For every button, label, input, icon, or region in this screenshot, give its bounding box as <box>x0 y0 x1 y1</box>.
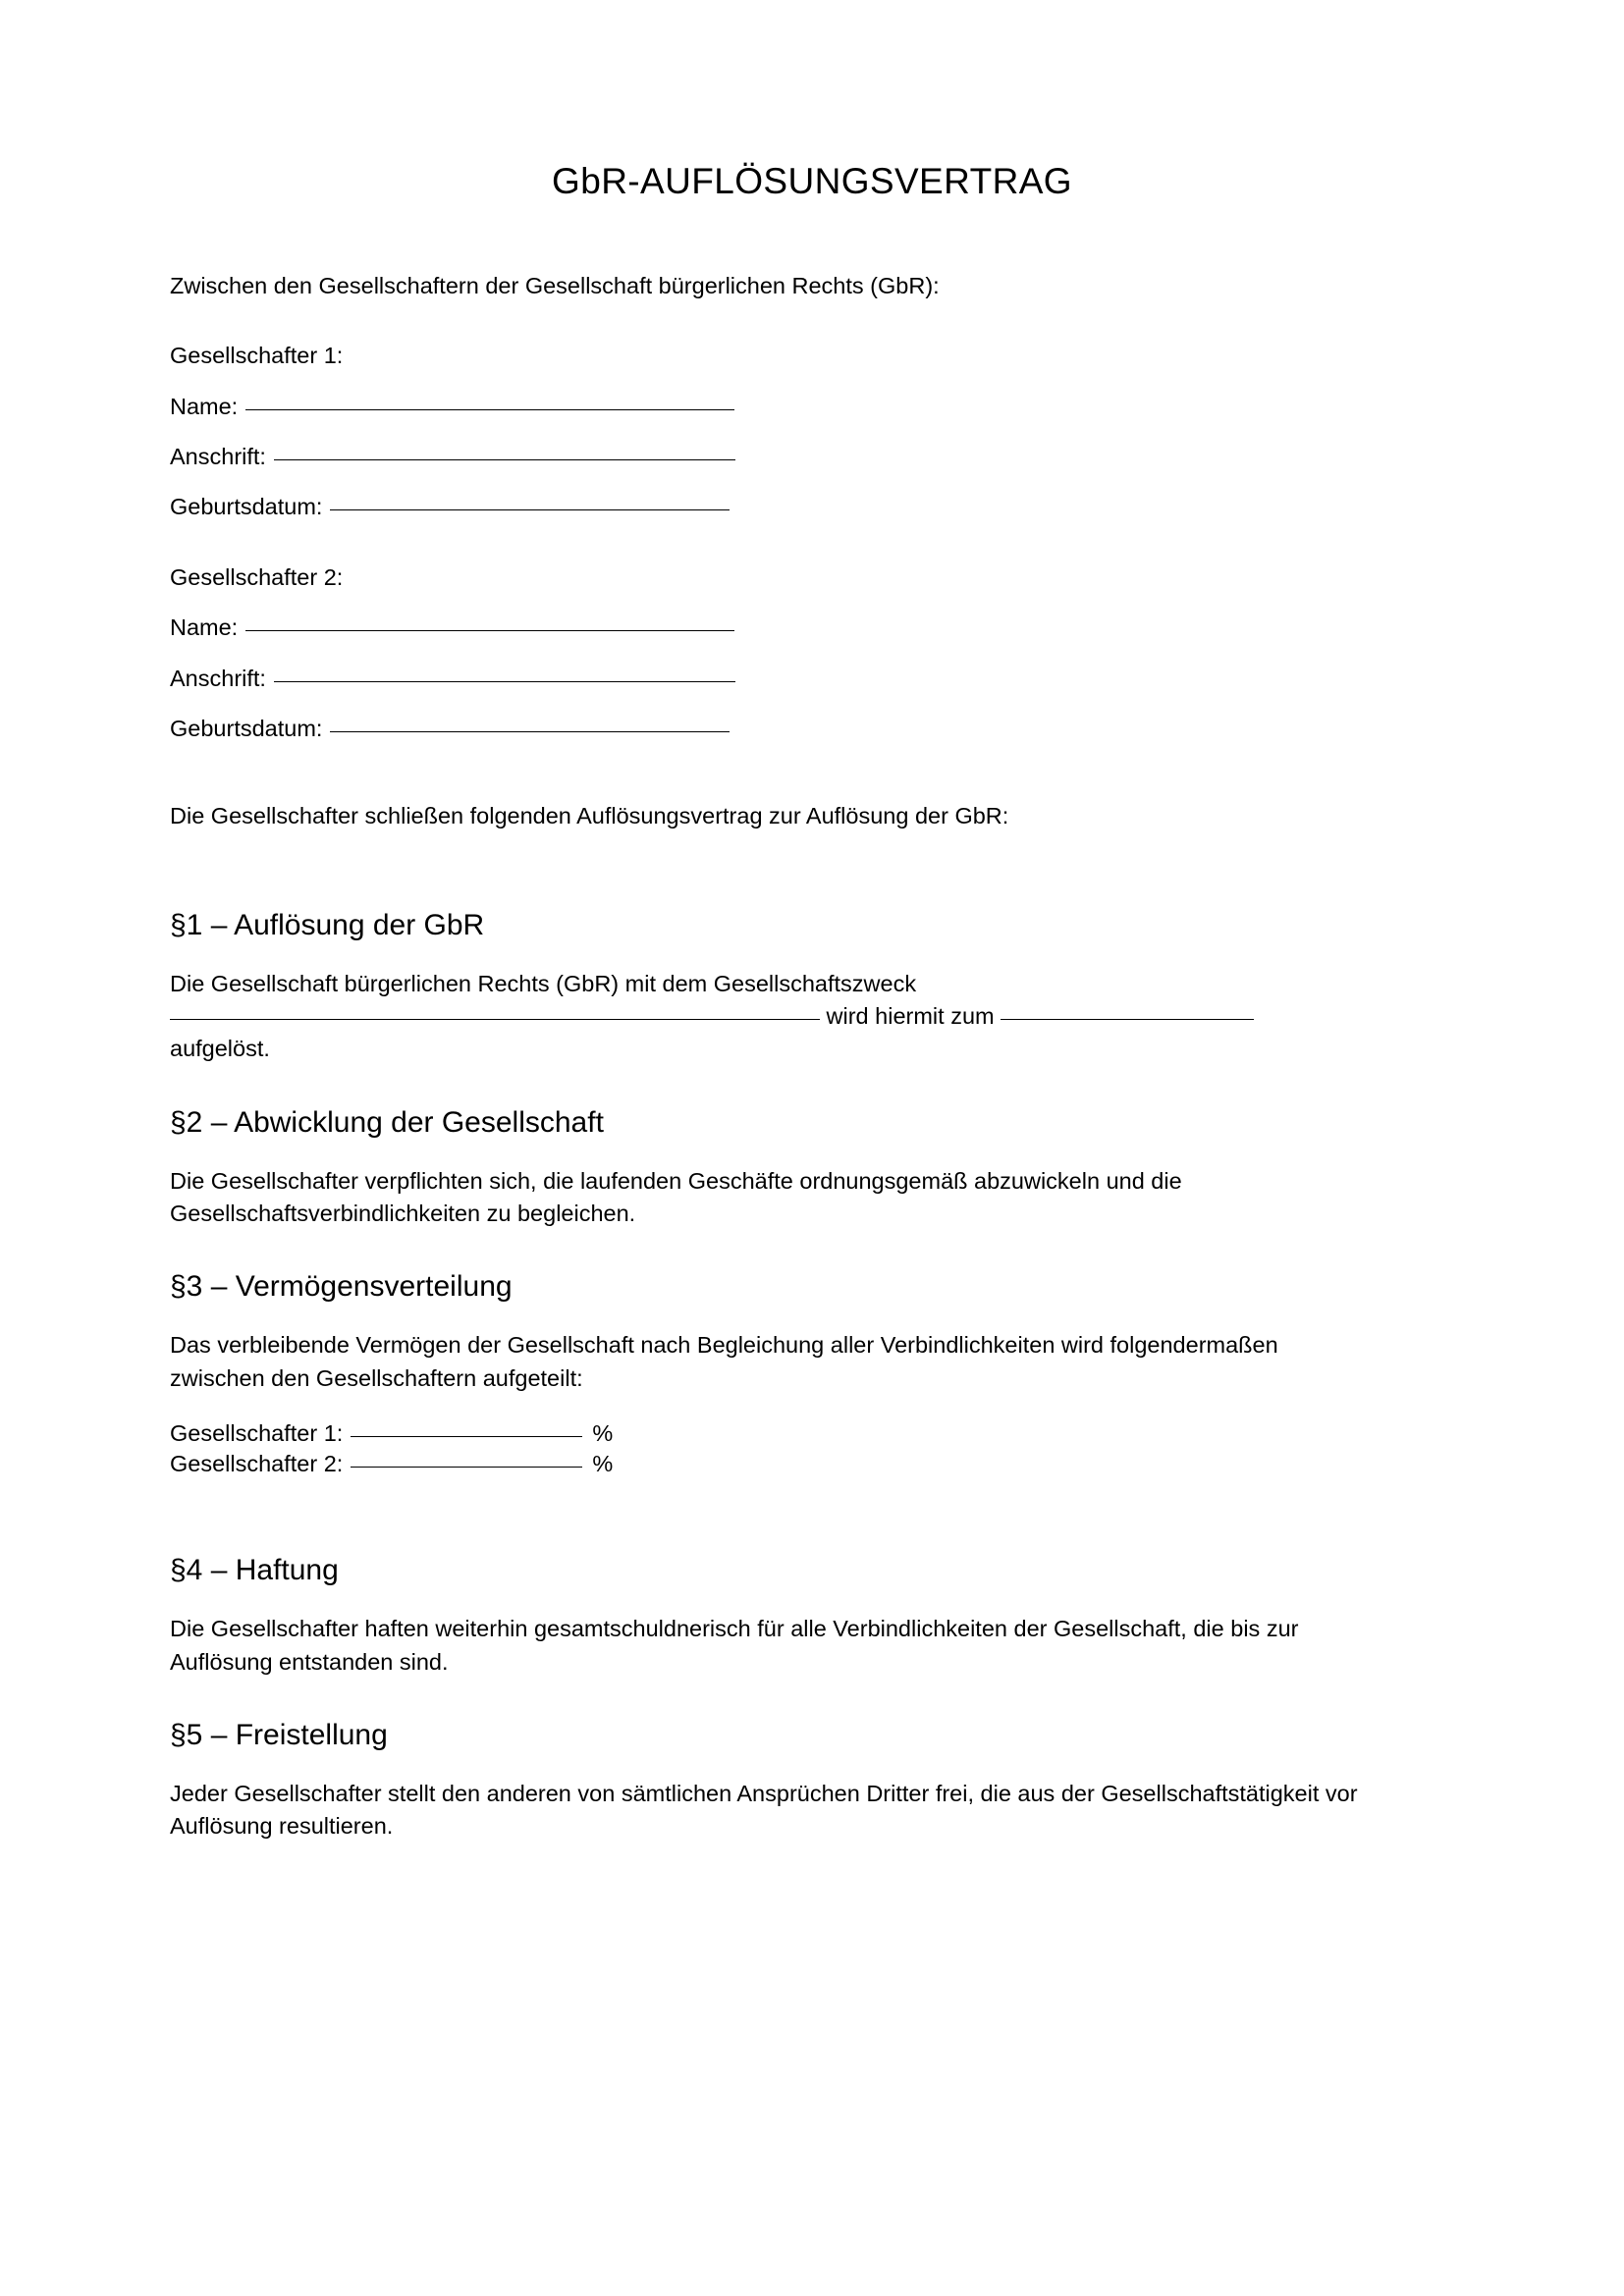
section-1-text-before: Die Gesellschaft bürgerlichen Rechts (GbR) mit dem Gesellschaftszweck <box>170 970 917 996</box>
party-2-heading: Gesellschafter 2: <box>170 563 344 590</box>
section-1-body <box>170 968 1376 1066</box>
party-block-2 <box>170 561 1376 745</box>
section-1-date-input[interactable] <box>1001 1019 1254 1020</box>
party-2-address-label: Anschrift: <box>170 665 266 691</box>
party-1-name-label: Name: <box>170 393 239 419</box>
party-1-address-row <box>170 441 1376 473</box>
section-1-purpose-input[interactable] <box>170 1019 820 1020</box>
allocation-2-input[interactable] <box>351 1467 582 1468</box>
party-2-birthdate-row <box>170 713 1376 745</box>
party-1-birthdate-label: Geburtsdatum: <box>170 494 323 520</box>
section-5-heading: §5 – Freistellung <box>170 1718 388 1751</box>
allocation-row-1 <box>170 1418 1376 1449</box>
party-2-birthdate-label: Geburtsdatum: <box>170 715 323 741</box>
allocation-2-label: Gesellschafter 2: <box>170 1450 344 1476</box>
document-body <box>170 270 1376 1843</box>
section-1-text-middle: wird hiermit zum <box>826 1002 995 1029</box>
section-2-heading: §2 – Abwicklung der Gesellschaft <box>170 1105 604 1139</box>
allocation-2-unit: % <box>592 1450 614 1476</box>
party-block-1 <box>170 340 1376 523</box>
party-1-birthdate-input[interactable] <box>330 509 730 510</box>
page-title: GbR-AUFLÖSUNGSVERTRAG <box>552 161 1072 201</box>
section-2-body: Die Gesellschafter verpflichten sich, die laufenden Geschäfte ordnungsgemäß abzuwickeln und die Gesellschaftsverbindlichkeiten zu begleichen. <box>170 1167 1182 1227</box>
party-2-name-input[interactable] <box>245 630 734 631</box>
agreement-statement: Die Gesellschafter schließen folgenden Auflösungsvertrag zur Auflösung der GbR: <box>170 803 1009 829</box>
party-1-name-row <box>170 391 1376 423</box>
section-3-body: Das verbleibende Vermögen der Gesellschaft nach Begleichung aller Verbindlichkeiten wird folgendermaßen zwischen den Gesellschaftern aufgeteilt: <box>170 1332 1278 1391</box>
party-2-name-row <box>170 612 1376 644</box>
party-1-birthdate-row <box>170 491 1376 523</box>
party-2-name-label: Name: <box>170 614 239 641</box>
section-3-heading: §3 – Vermögensverteilung <box>170 1270 513 1304</box>
party-2-address-row <box>170 663 1376 695</box>
party-1-address-label: Anschrift: <box>170 444 266 470</box>
allocation-1-unit: % <box>592 1420 614 1447</box>
section-1-text-after: aufgelöst. <box>170 1036 270 1062</box>
allocation-row-2 <box>170 1449 1376 1479</box>
section-4-body: Die Gesellschafter haften weiterhin gesamtschuldnerisch für alle Verbindlichkeiten der Gesellschaft, die bis zur Auflösung entstanden sind. <box>170 1616 1299 1675</box>
allocation-1-input[interactable] <box>351 1436 582 1437</box>
party-2-address-input[interactable] <box>274 681 735 682</box>
party-2-birthdate-input[interactable] <box>330 731 730 732</box>
section-4-heading: §4 – Haftung <box>170 1554 339 1587</box>
section-5-body: Jeder Gesellschafter stellt den anderen von sämtlichen Ansprüchen Dritter frei, die aus der Gesellschaftstätigkeit vor Auflösung resultieren. <box>170 1780 1358 1840</box>
allocation-list <box>170 1418 1376 1478</box>
intro-paragraph: Zwischen den Gesellschaftern der Gesellschaft bürgerlichen Rechts (GbR): <box>170 273 940 298</box>
party-1-address-input[interactable] <box>274 459 735 460</box>
party-1-heading: Gesellschafter 1: <box>170 343 344 369</box>
allocation-1-label: Gesellschafter 1: <box>170 1420 344 1447</box>
section-1-heading: §1 – Auflösung der GbR <box>170 908 485 941</box>
party-1-name-input[interactable] <box>245 409 734 410</box>
